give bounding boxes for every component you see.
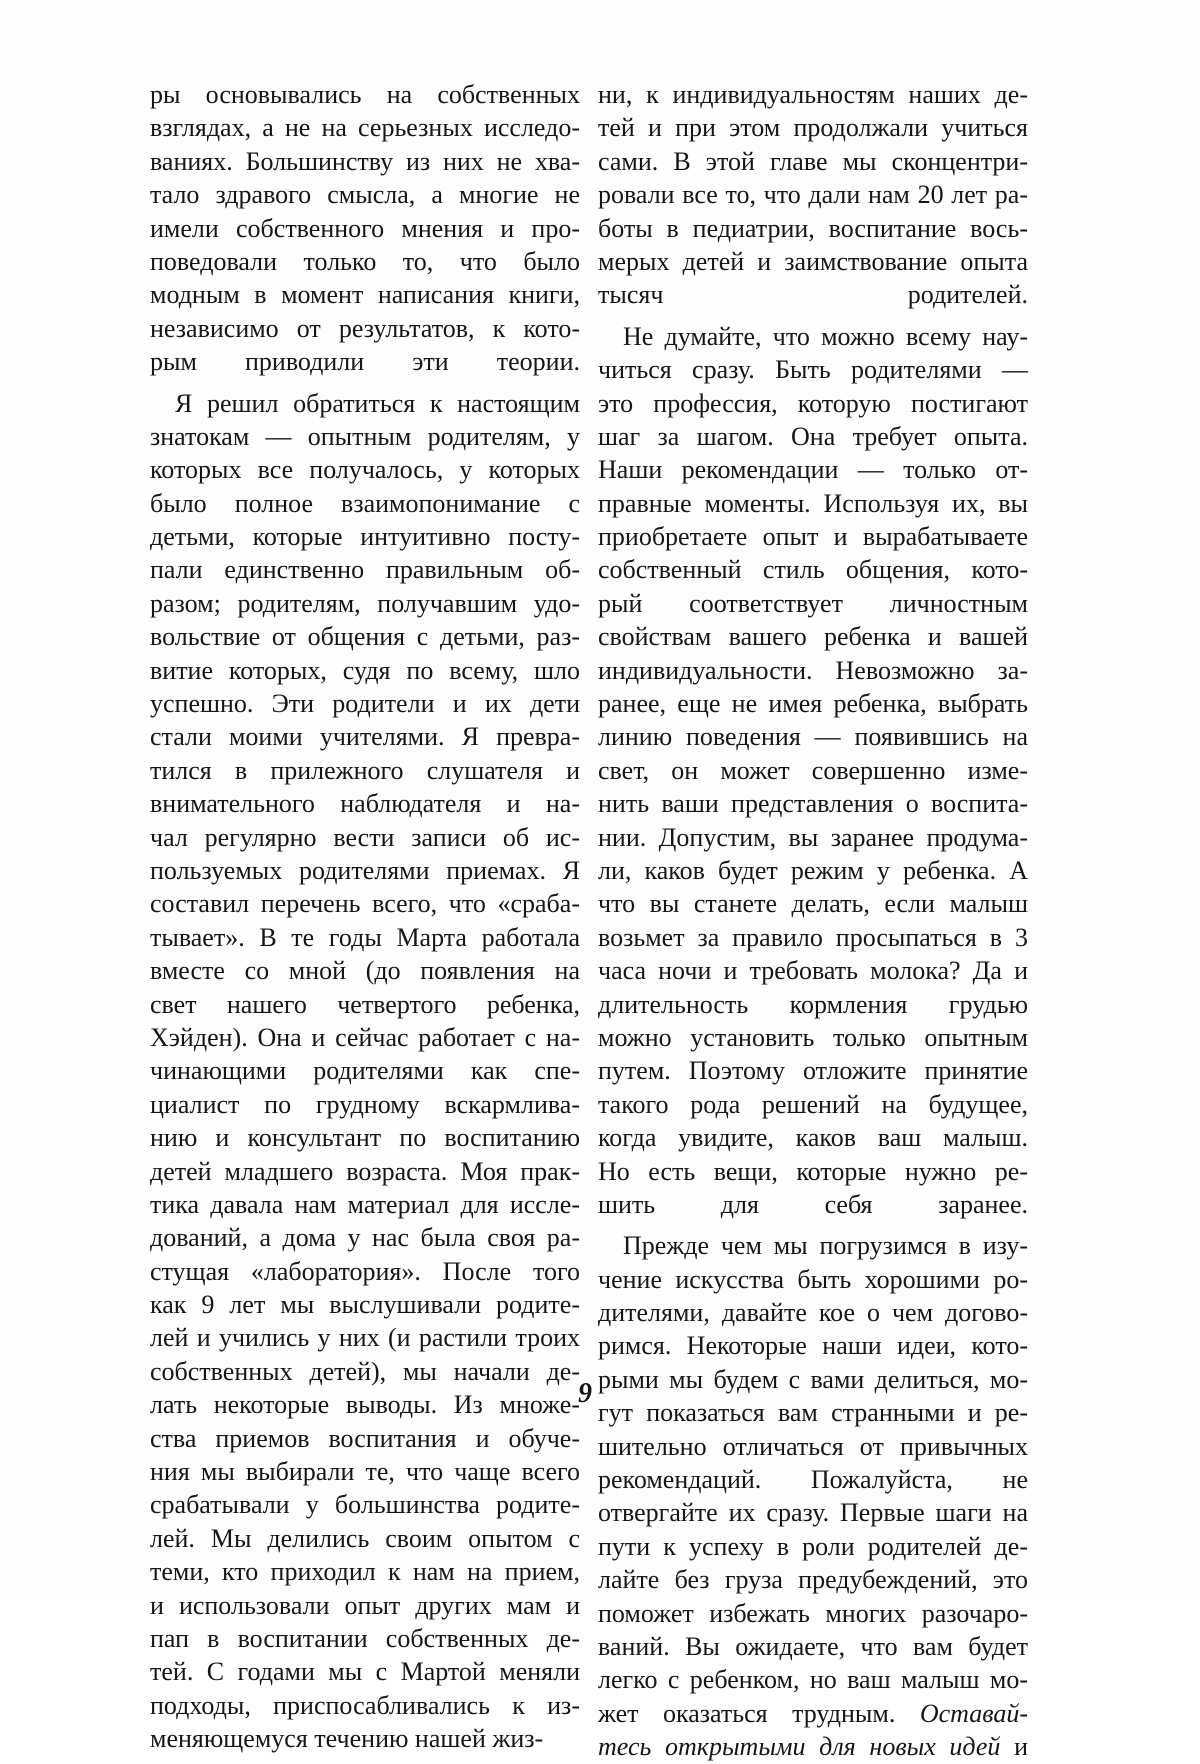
- text-line: [598, 1730, 1028, 1763]
- text-line: теми, кто приходил к нам на прием,: [150, 1557, 580, 1587]
- text-line: индивидуальности. Невозможно за-: [598, 655, 1028, 685]
- text-line: вместе со мной (до появления на: [150, 956, 580, 986]
- text-line: пути к успеху в роли родителей де-: [598, 1531, 1028, 1561]
- paragraph: [598, 78, 1028, 312]
- text-line: ни, к индивидуальностям наших де-: [598, 80, 1028, 109]
- text-line: путем. Поэтому отложите принятие: [598, 1056, 1028, 1086]
- text-line: ранее, еще не имея ребенка, выбрать: [598, 689, 1028, 719]
- text-line: легко с ребенком, но ваш малыш мо-: [598, 1665, 1028, 1695]
- text-line: приобретаете опыт и вырабатываете: [598, 522, 1028, 552]
- text-line: знатокам — опытным родителям, у: [150, 421, 580, 451]
- text-line: ства приемов воспитания и обуче-: [150, 1423, 580, 1453]
- text-line: читься сразу. Быть родителями —: [598, 355, 1028, 385]
- text-line: рым приводили эти теории.: [150, 347, 580, 377]
- text-line: нить ваши представления о воспита-: [598, 789, 1028, 819]
- text-line: лей и учились у них (и растили троих: [150, 1323, 580, 1353]
- text-line: было полное взаимопонимание с: [150, 488, 580, 518]
- text-line: Наши рекомендации — только от-: [598, 455, 1028, 485]
- text-line: римся. Некоторые наши идеи, кото-: [598, 1331, 1028, 1361]
- text-line: стали моими учителями. Я превра-: [150, 722, 580, 752]
- paragraph-gap: [598, 1221, 1028, 1229]
- text-line: ния мы выбирали те, что чаще всего: [150, 1457, 580, 1487]
- text-line: шить для себя заранее.: [598, 1189, 1028, 1219]
- line-tail: и: [1014, 1732, 1028, 1762]
- text-line: часа ночи и требовать молока? Да и: [598, 956, 1028, 986]
- text-line: поведовали только то, что было: [150, 246, 580, 276]
- text-line: меняющемуся течению нашей жиз-: [150, 1724, 544, 1754]
- page-number: 9: [578, 1378, 592, 1409]
- text-line: Прежде чем мы погрузимся в изу-: [623, 1231, 1028, 1261]
- text-line: мерых детей и заимствование опыта: [598, 246, 1028, 276]
- text-line: можно установить только опытным: [598, 1022, 1028, 1052]
- text-line: правные моменты. Используя их, вы: [598, 488, 1028, 518]
- text-line: шаг за шагом. Она требует опыта.: [598, 421, 1028, 451]
- italic-emphasis: Оставай-: [919, 1698, 1029, 1728]
- text-line: лайте без груза предубеждений, это: [598, 1565, 1028, 1595]
- text-line: свет, он может совершенно изме-: [598, 755, 1028, 785]
- text-line: тысяч родителей.: [598, 280, 1028, 310]
- text-line: детей младшего возраста. Моя прак-: [150, 1156, 580, 1186]
- text-line: возьмет за правило просыпаться в 3: [598, 922, 1028, 952]
- text-line: разом; родителям, получавшим удо-: [150, 588, 580, 618]
- text-line: внимательного наблюдателя и на-: [150, 789, 580, 819]
- text-line: подходы, приспосабливались к из-: [150, 1690, 580, 1720]
- text-line: тало здравого смысла, а многие не: [150, 180, 580, 210]
- text-line: сами. В этой главе мы сконцентри-: [598, 146, 1028, 176]
- text-line: поможет избежать многих разочаро-: [598, 1598, 1028, 1628]
- text-line: отвергайте их сразу. Первые шаги на: [598, 1498, 1028, 1528]
- text-line: Но есть вещи, которые нужно ре-: [598, 1156, 1028, 1186]
- text-line: собственный стиль общения, кото-: [598, 555, 1028, 585]
- text-line: модным в момент написания книги,: [150, 280, 580, 310]
- text-line: тика давала нам материал для иссле-: [150, 1189, 580, 1219]
- text-line: стущая «лаборатория». После того: [150, 1256, 580, 1286]
- text-line: свойствам вашего ребенка и вашей: [598, 622, 1028, 652]
- text-line: свет нашего четвертого ребенка,: [150, 989, 580, 1019]
- text-line: Я решил обратиться к настоящим: [175, 388, 580, 418]
- text-line: Хэйден). Она и сейчас работает с на-: [150, 1022, 580, 1052]
- text-line: вольствие от общения с детьми, раз-: [150, 622, 580, 652]
- text-line: Не думайте, что можно всему нау-: [623, 321, 1028, 351]
- paragraph: [150, 387, 580, 1756]
- text-line: ваниях. Большинству из них не хва-: [150, 146, 580, 176]
- text-line: и использовали опыт других мам и: [150, 1590, 580, 1620]
- text-line: рыми мы будем с вами делиться, мо-: [598, 1364, 1028, 1394]
- text-line: пали единственно правильным об-: [150, 555, 580, 585]
- text-line: имели собственного мнения и про-: [150, 213, 580, 243]
- text-line: взглядах, а не на серьезных исследо-: [150, 113, 580, 143]
- text-line: собственных детей), мы начали де-: [150, 1356, 580, 1386]
- text-line: лей. Мы делились своим опытом с: [150, 1523, 580, 1553]
- text-line: тился в прилежного слушателя и: [150, 755, 580, 785]
- text-line: лать некоторые выводы. Из множе-: [150, 1390, 580, 1420]
- text-line: рый соответствует личностным: [598, 588, 1028, 618]
- text-line: витие которых, судя по всему, шло: [150, 655, 580, 685]
- text-line: такого рода решений на будущее,: [598, 1089, 1028, 1119]
- text-line: что вы станете делать, если малыш: [598, 889, 1028, 919]
- right-text-column: [598, 78, 1028, 1764]
- left-text-column: [150, 78, 580, 1756]
- text-line: успешно. Эти родители и их дети: [150, 689, 580, 719]
- text-line: ровали все то, что дали нам 20 лет ра-: [598, 180, 1028, 210]
- text-line: когда увидите, каков ваш малыш.: [598, 1123, 1028, 1153]
- text-line: срабатывали у большинства родите-: [150, 1490, 580, 1520]
- text-line: циалист по грудному вскармлива-: [150, 1089, 580, 1119]
- italic-emphasis: тесь открытыми для новых идей: [598, 1732, 1001, 1762]
- text-line: ваний. Вы ожидаете, что вам будет: [598, 1631, 1028, 1661]
- text-line: ры основывались на собственных: [150, 80, 580, 109]
- text-line: шительно отличаться от привычных: [598, 1431, 1028, 1461]
- text-line: линию поведения — появившись на: [598, 722, 1028, 752]
- text-line: дителями, давайте кое о чем догово-: [598, 1298, 1028, 1328]
- text-line: детьми, которые интуитивно посту-: [150, 522, 580, 552]
- text-line: это профессия, которую постигают: [598, 388, 1028, 418]
- text-line: тывает». В те годы Марта работала: [150, 922, 580, 952]
- text-line: чение искусства быть хорошими ро-: [598, 1264, 1028, 1294]
- text-line: независимо от результатов, к кото-: [150, 313, 580, 343]
- text-line: тей. С годами мы с Мартой меняли: [150, 1657, 580, 1687]
- text-line: ли, каков будет режим у ребенка. А: [598, 855, 1028, 885]
- text-line: пользуемых родителями приемах. Я: [150, 855, 580, 885]
- text-line: чал регулярно вести записи об ис-: [150, 822, 580, 852]
- text-line: боты в педиатрии, воспитание вось-: [598, 213, 1028, 243]
- text-line: тей и при этом продолжали учиться: [598, 113, 1028, 143]
- text-line: пап в воспитании собственных де-: [150, 1623, 580, 1653]
- text-line: гут показаться вам странными и ре-: [598, 1398, 1028, 1428]
- text-line: как 9 лет мы выслушивали родите-: [150, 1290, 580, 1320]
- text-line: нии. Допустим, вы заранее продума-: [598, 822, 1028, 852]
- text-line: дований, а дома у нас была своя ра-: [150, 1223, 580, 1253]
- text-line: чинающими родителями как спе-: [150, 1056, 580, 1086]
- text-line: нию и консультант по воспитанию: [150, 1123, 580, 1153]
- text-line: которых все получалось, у которых: [150, 455, 580, 485]
- paragraph: [598, 320, 1028, 1222]
- text-line: рекомендаций. Пожалуйста, не: [598, 1465, 1028, 1495]
- paragraph-gap: [598, 312, 1028, 320]
- paragraph-gap: [150, 379, 580, 387]
- paragraph: [598, 1229, 1028, 1763]
- text-line: длительность кормления грудью: [598, 989, 1028, 1019]
- text-line: жет оказаться трудным. Оставай-: [598, 1698, 1029, 1728]
- paragraph: [150, 78, 580, 379]
- text-line: составил перечень всего, что «сраба-: [150, 889, 580, 919]
